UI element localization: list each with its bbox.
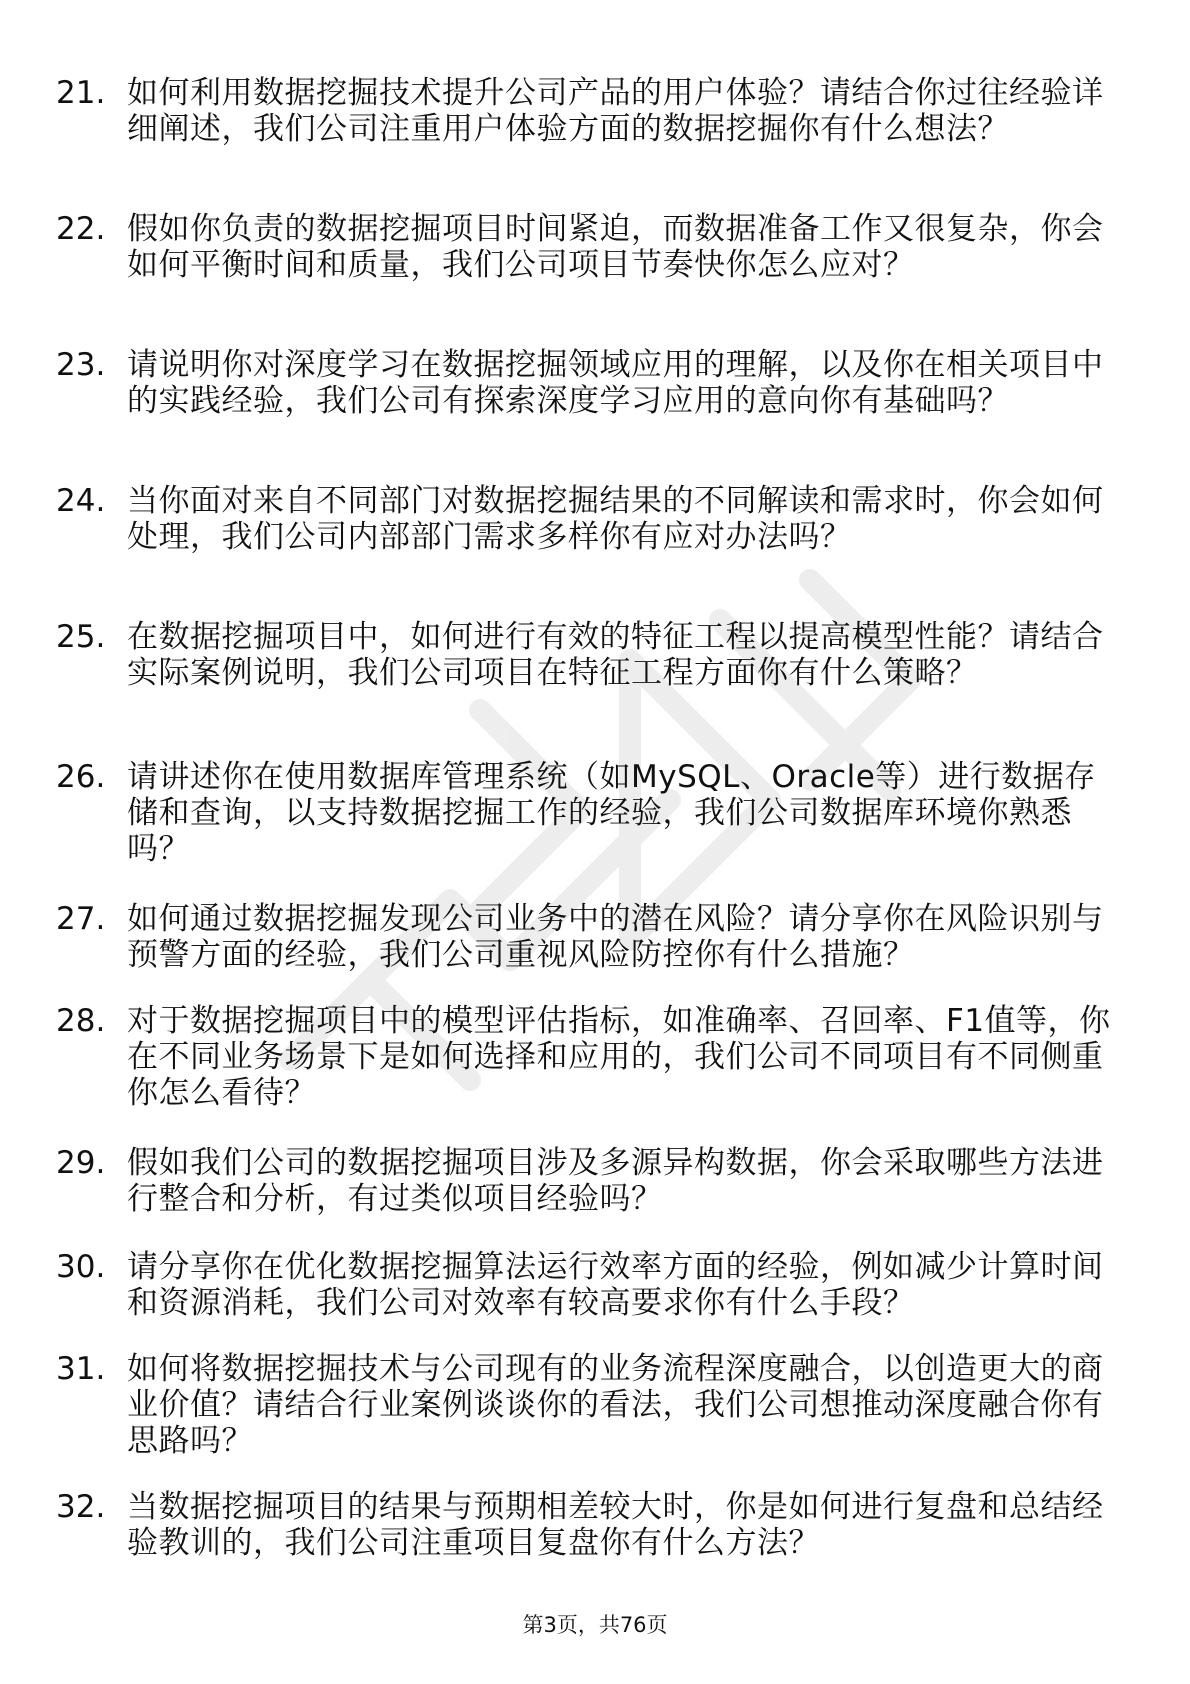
question-text: 假如你负责的数据挖掘项目时间紧迫，而数据准备工作又很复杂，你会如何平衡时间和质量，我们公司项目节奏快你怎么应对？ bbox=[127, 211, 1104, 283]
question-number: 28. bbox=[56, 1003, 106, 1039]
question-number: 24. bbox=[56, 483, 106, 519]
question-number: 21. bbox=[56, 75, 106, 111]
question-text: 如何将数据挖掘技术与公司现有的业务流程深度融合，以创造更大的商业价值？请结合行业案例谈谈你的看法，我们公司想推动深度融合你有思路吗？ bbox=[127, 1351, 1104, 1459]
question-number: 26. bbox=[56, 759, 106, 795]
question-number: 22. bbox=[56, 211, 106, 247]
question-number: 32. bbox=[56, 1489, 106, 1525]
question-number: 31. bbox=[56, 1351, 106, 1387]
question-text: 当你面对来自不同部门对数据挖掘结果的不同解读和需求时，你会如何处理，我们公司内部部门需求多样你有应对办法吗？ bbox=[127, 483, 1104, 555]
page-number-label: 第3页，共76页 bbox=[522, 1613, 668, 1637]
question-text: 在数据挖掘项目中，如何进行有效的特征工程以提高模型性能？请结合实际案例说明，我们公司项目在特征工程方面你有什么策略？ bbox=[127, 619, 1104, 691]
question-number: 23. bbox=[56, 347, 106, 383]
page-footer bbox=[0, 1612, 1190, 1638]
question-text: 请分享你在优化数据挖掘算法运行效率方面的经验，例如减少计算时间和资源消耗，我们公司对效率有较高要求你有什么手段？ bbox=[127, 1249, 1104, 1321]
question-text: 对于数据挖掘项目中的模型评估指标，如准确率、召回率、F1值等，你在不同业务场景下是如何选择和应用的，我们公司不同项目有不同侧重你怎么看待？ bbox=[127, 1003, 1111, 1111]
question-text: 假如我们公司的数据挖掘项目涉及多源异构数据，你会采取哪些方法进行整合和分析，有过类似项目经验吗？ bbox=[127, 1145, 1104, 1217]
question-text: 请讲述你在使用数据库管理系统（如MySQL、Oracle等）进行数据存储和查询，以支持数据挖掘工作的经验，我们公司数据库环境你熟悉吗？ bbox=[127, 759, 1096, 867]
question-number: 29. bbox=[56, 1145, 106, 1181]
question-number: 27. bbox=[56, 901, 106, 937]
question-text: 当数据挖掘项目的结果与预期相差较大时，你是如何进行复盘和总结经验教训的，我们公司注重项目复盘你有什么方法？ bbox=[127, 1489, 1104, 1561]
question-number: 25. bbox=[56, 619, 106, 655]
question-text: 如何通过数据挖掘发现公司业务中的潜在风险？请分享你在风险识别与预警方面的经验，我们公司重视风险防控你有什么措施？ bbox=[127, 901, 1104, 973]
question-text: 请说明你对深度学习在数据挖掘领域应用的理解，以及你在相关项目中的实践经验，我们公司有探索深度学习应用的意向你有基础吗？ bbox=[127, 347, 1104, 419]
question-number: 30. bbox=[56, 1249, 106, 1285]
question-text: 如何利用数据挖掘技术提升公司产品的用户体验？请结合你过往经验详细阐述，我们公司注重用户体验方面的数据挖掘你有什么想法？ bbox=[127, 75, 1104, 147]
